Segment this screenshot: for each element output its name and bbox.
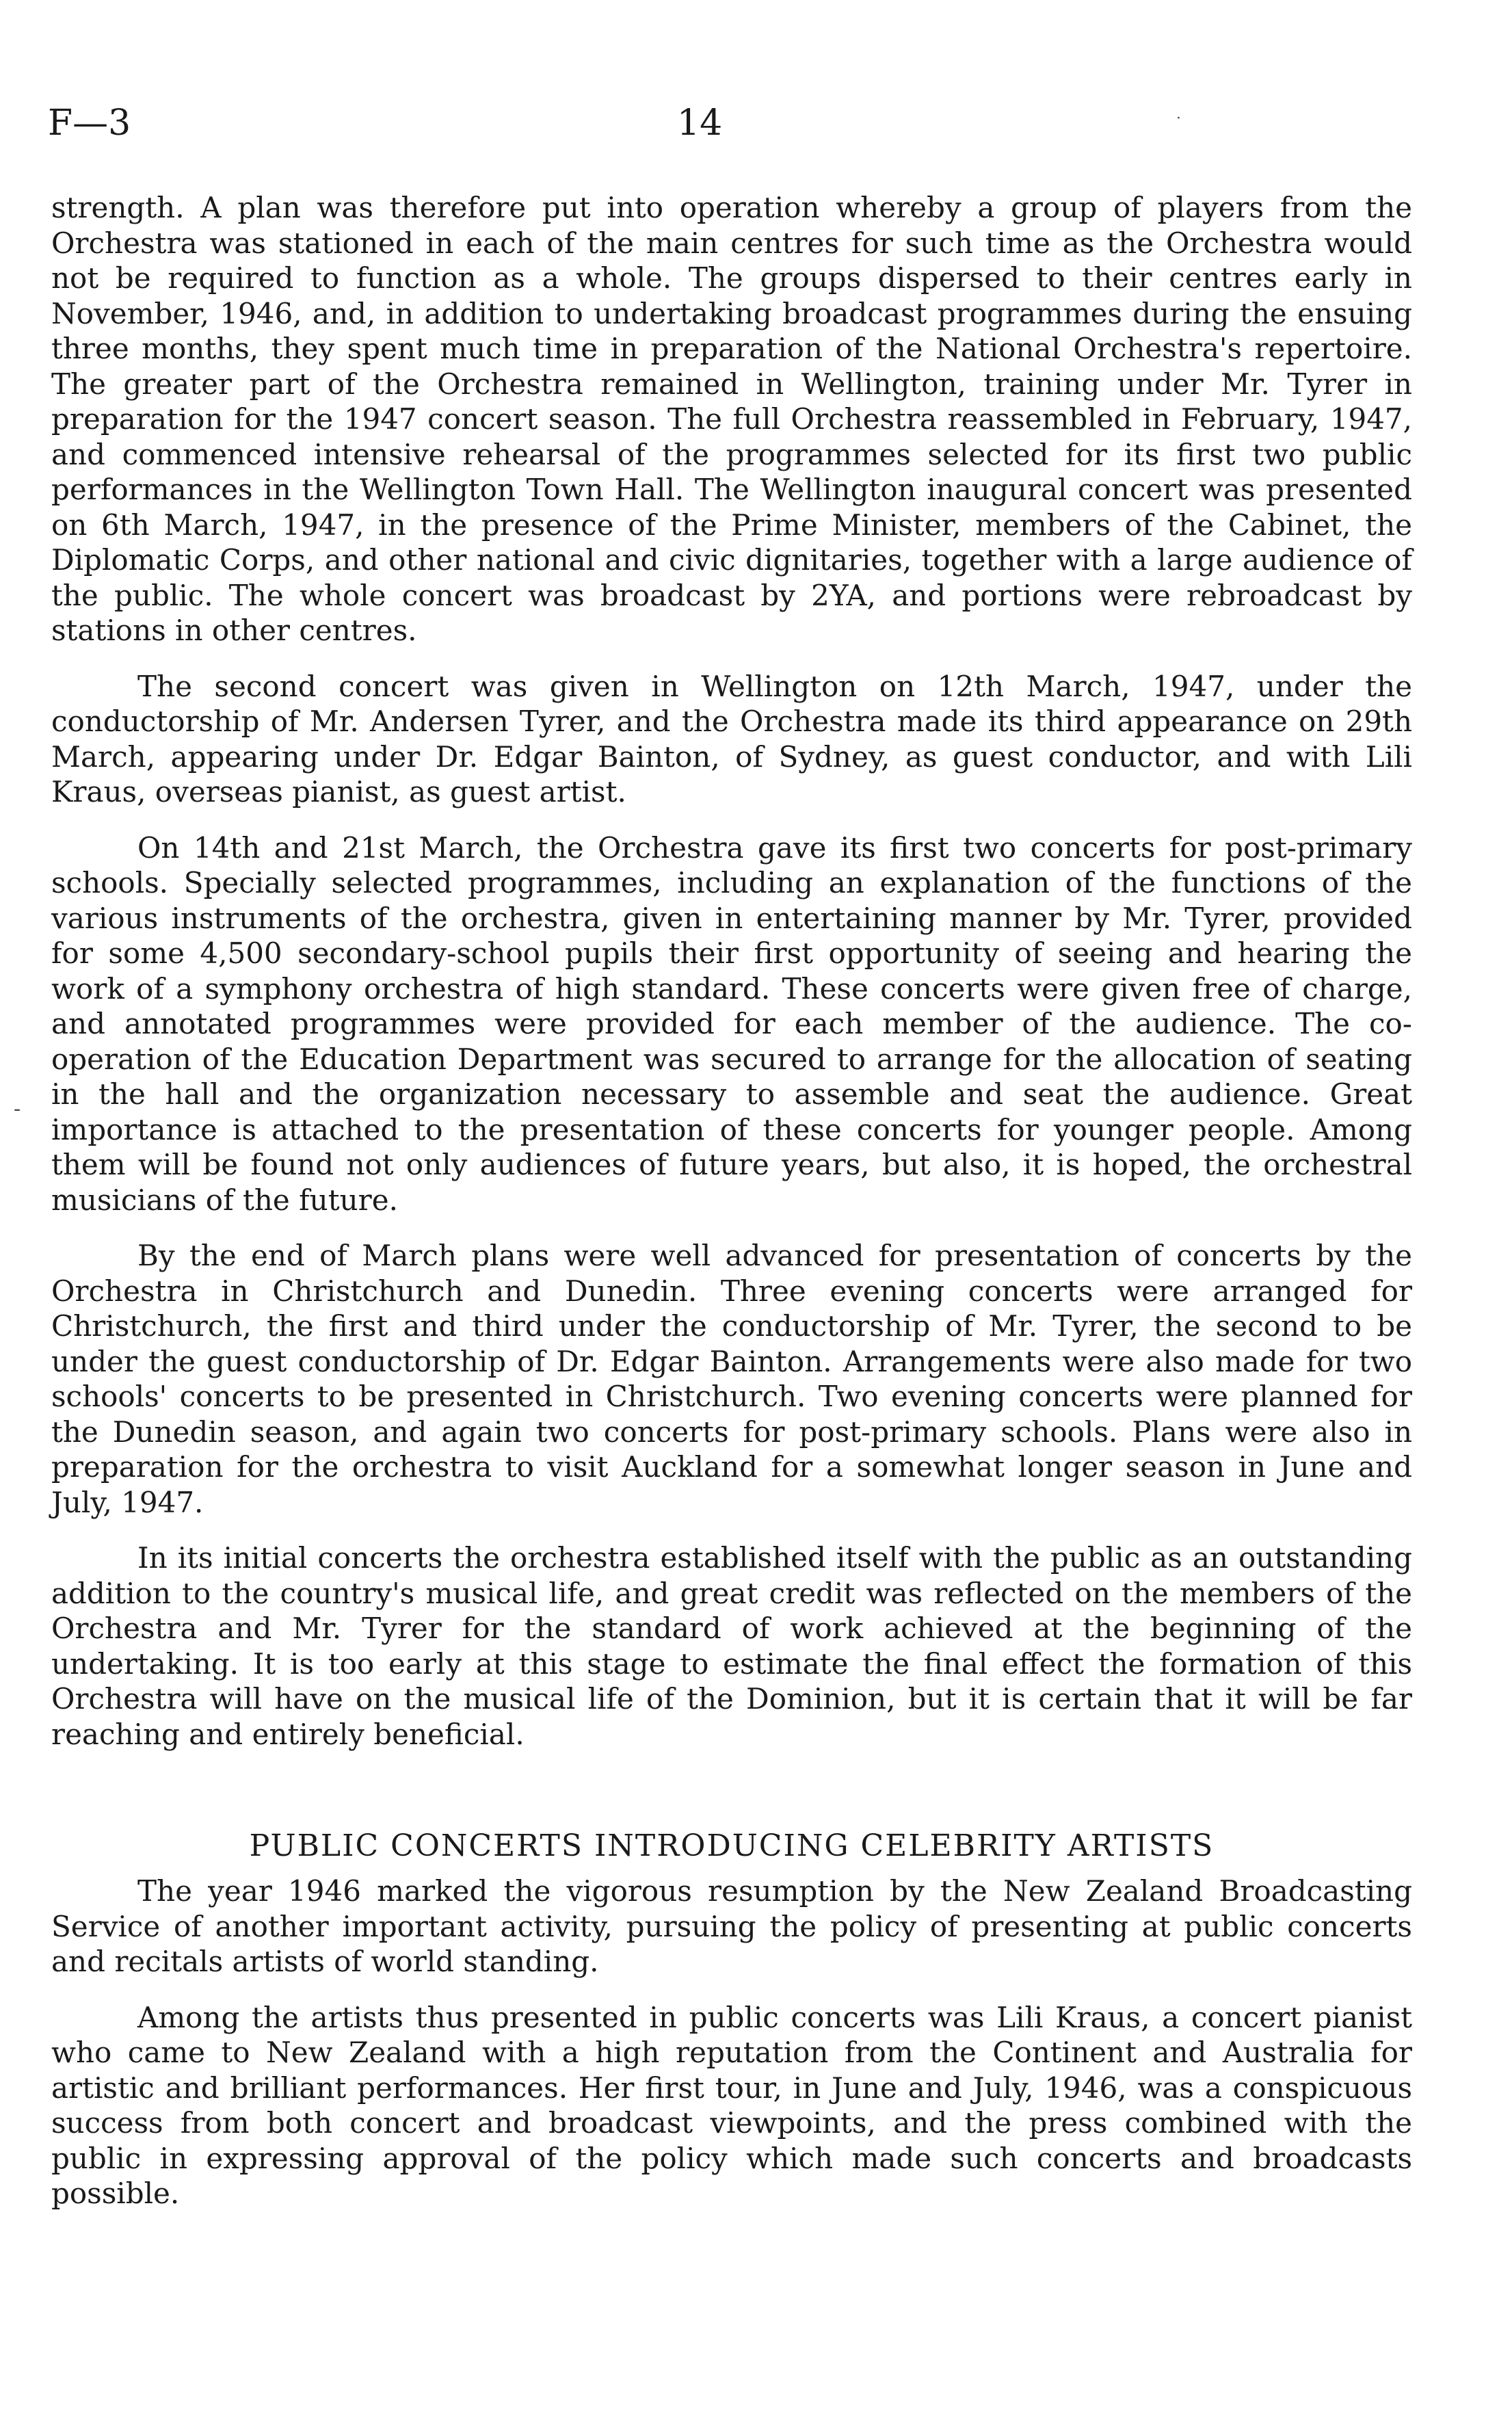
document-reference: F—3 <box>48 103 131 144</box>
body-text <box>51 190 1412 2232</box>
section-paragraph: The year 1946 marked the vigorous resumption by the New Zealand Broadcasting Service of another important activity, pursuing the policy of presenting at public concerts and recitals artists of world standing. <box>51 1874 1412 1978</box>
paragraph: In its initial concerts the orchestra established itself with the public as an outstanding addition to the country's musical life, and great credit was reflected on the members of the Orchestra and Mr. Tyrer for the standard of work achieved at the beginning of the undertaking. It is too early at this stage to estimate the final effect the formation of this Orchestra will have on the musical life of the Dominion, but it is certain that it will be far reaching and entirely beneficial. <box>51 1541 1412 1751</box>
running-header <box>48 96 1416 150</box>
paragraph: On 14th and 21st March, the Orchestra gave its first two concerts for post-primary schools. Specially selected programmes, including an explanation of the functions of the various instruments of the orchestra, given in entertaining manner by Mr. Tyrer, provided for some 4,500 secondary-school pupils their first opportunity of seeing and hearing the work of a symphony orchestra of high standard. These concerts were given free of charge, and annotated programmes were provided for each member of the audience. The co-operation of the Education Department was secured to arrange for the allocation of seating in the hall and the organization necessary to assemble and seat the audience. Great importance is attached to the presentation of these concerts for younger people. Among them will be found not only audiences of future years, but also, it is hoped, the orchestral musicians of the future. <box>51 830 1412 1217</box>
paragraph: By the end of March plans were well advanced for presentation of concerts by the Orchestra in Christchurch and Dunedin. Three evening concerts were arranged for Christchurch, the first and third under the conductorship of Mr. Tyrer, the second to be under the guest conductorship of Dr. Edgar Bainton. Arrangements were also made for two schools' concerts to be presented in Christchurch. Two evening concerts were planned for the Dunedin season, and again two concerts for post-primary schools. Plans were also in preparation for the orchestra to visit Auckland for a somewhat longer season in June and July, 1947. <box>51 1239 1412 1519</box>
margin-tick: · <box>1176 110 1181 127</box>
section-heading: PUBLIC CONCERTS INTRODUCING CELEBRITY ARTISTS <box>249 1828 1215 1863</box>
page-number: 14 <box>677 103 723 144</box>
paragraph-continued: strength. A plan was therefore put into operation whereby a group of players from the Orchestra was stationed in each of the main centres for such time as the Orchestra would not be required to function as a whole. The groups dispersed to their centres early in November, 1946, and, in addition to undertaking broadcast programmes during the ensuing three months, they spent much time in preparation of the National Orchestra's repertoire. The greater part of the Orchestra remained in Wellington, training under Mr. Tyrer in preparation for the 1947 concert season. The full Orchestra reassembled in February, 1947, and commenced intensive rehearsal of the programmes selected for its first two public performances in the Wellington Town Hall. The Wellington inaugural concert was presented on 6th March, 1947, in the presence of the Prime Minister, members of the Cabinet, the Diplomatic Corps, and other national and civic dignitaries, together with a large audience of the public. The whole concert was broadcast by 2YA, and portions were rebroadcast by stations in other centres. <box>51 191 1412 647</box>
section-paragraph: Among the artists thus presented in public concerts was Lili Kraus, a concert pianist who came to New Zealand with a high reputation from the Continent and Australia for artistic and brilliant performances. Her first tour, in June and July, 1946, was a conspicuous success from both concert and broadcast viewpoints, and the press combined with the public in expressing approval of the policy which made such concerts and broadcasts possible. <box>51 2000 1412 2210</box>
margin-mark: - <box>14 1097 21 1121</box>
paragraph: The second concert was given in Wellington on 12th March, 1947, under the conductorship of Mr. Andersen Tyrer, and the Orchestra made its third appearance on 29th March, appearing under Dr. Edgar Bainton, of Sydney, as guest conductor, and with Lili Kraus, overseas pianist, as guest artist. <box>51 669 1412 809</box>
